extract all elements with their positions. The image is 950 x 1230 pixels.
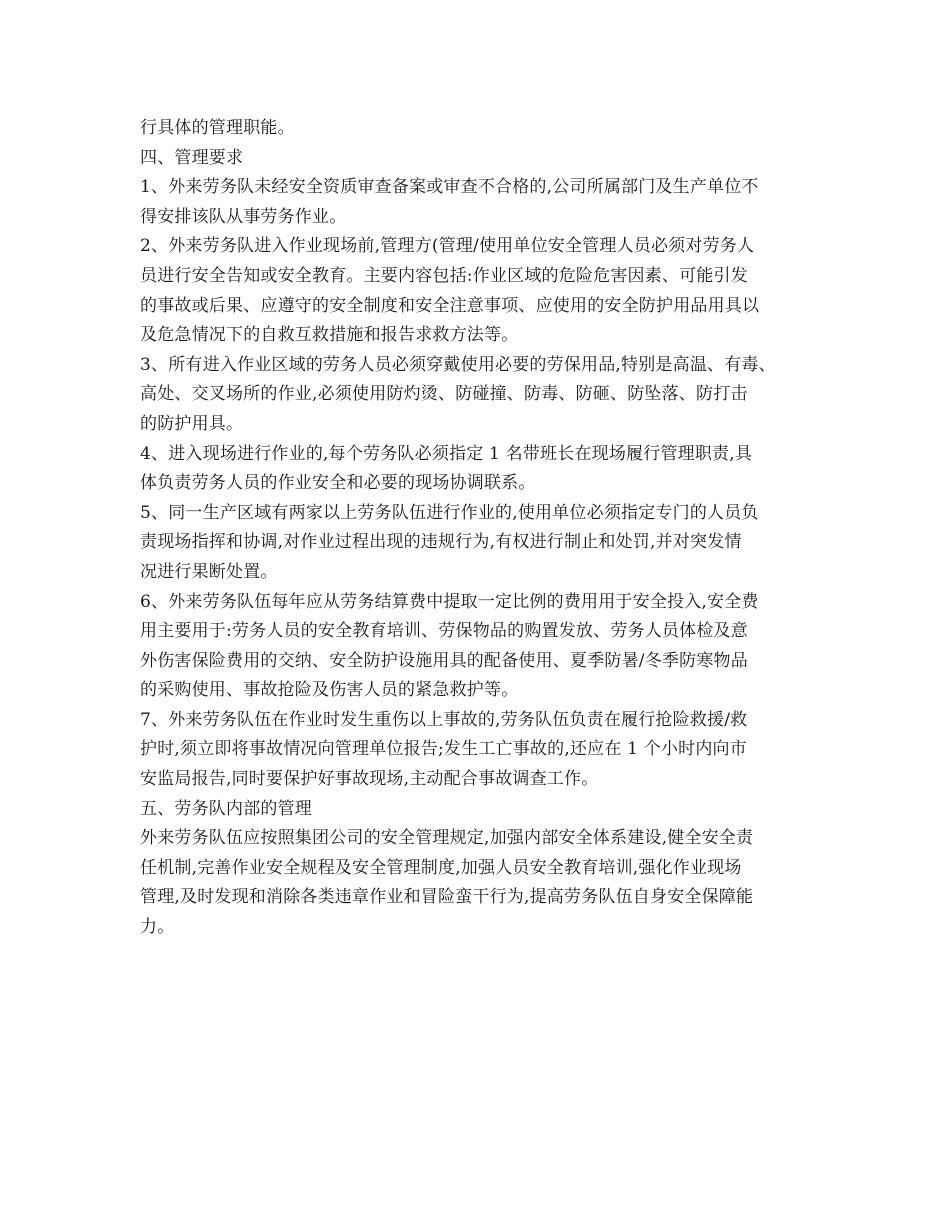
text-line: 安监局报告,同时要保护好事故现场,主动配合事故调查工作。 xyxy=(140,769,599,790)
text-line: 用主要用于:劳务人员的安全教育培训、劳保物品的购置发放、劳务人员体检及意 xyxy=(140,621,748,642)
text-line: 四、管理要求 xyxy=(140,147,244,168)
paragraph xyxy=(140,588,830,706)
text-line: 高处、交叉场所的作业,必须使用防灼烫、防碰撞、防毒、防砸、防坠落、防打击 xyxy=(140,384,748,405)
text-line: 五、劳务队内部的管理 xyxy=(140,798,312,819)
text-line: 员进行安全告知或安全教育。主要内容包括:作业区域的危险危害因素、可能引发 xyxy=(140,265,748,286)
text-line: 及危急情况下的自救互救措施和报告求救方法等。 xyxy=(140,325,519,346)
text-line: 4、进入现场进行作业的,每个劳务队必须指定 1 名带班长在现场履行管理职责,具 xyxy=(140,443,753,464)
paragraph xyxy=(140,351,830,440)
text-line: 护时,须立即将事故情况向管理单位报告;发生工亡事故的,还应在 1 个小时内向市 xyxy=(140,739,747,760)
text-line: 况进行果断处置。 xyxy=(140,561,278,582)
text-line: 管理,及时发现和消除各类违章作业和冒险蛮干行为,提高劳务队伍自身安全保障能 xyxy=(140,887,754,908)
text-line: 2、外来劳务队进入作业现场前,管理方(管理/使用单位安全管理人员必须对劳务人 xyxy=(140,236,755,257)
text-line: 行具体的管理职能。 xyxy=(140,118,295,138)
text-line: 外伤害保险费用的交纳、安全防护设施用具的配备使用、夏季防暑/冬季防寒物品 xyxy=(140,650,748,671)
paragraph xyxy=(140,824,830,942)
paragraph xyxy=(140,795,830,825)
text-line: 任机制,完善作业安全规程及安全管理制度,加强人员安全教育培训,强化作业现场 xyxy=(140,857,742,878)
text-line: 的防护用具。 xyxy=(140,413,244,434)
paragraph xyxy=(140,440,830,499)
document-body xyxy=(140,114,830,943)
text-line: 体负责劳务人员的作业安全和必要的现场协调联系。 xyxy=(140,473,536,494)
paragraph xyxy=(140,706,830,795)
paragraph xyxy=(140,173,830,232)
paragraph xyxy=(140,144,830,174)
text-line: 7、外来劳务队伍在作业时发生重伤以上事故的,劳务队伍负责在履行抢险救援/救 xyxy=(140,709,748,730)
text-line: 力。 xyxy=(140,917,175,938)
text-line: 的采购使用、事故抢险及伤害人员的紧急救护等。 xyxy=(140,680,519,701)
text-line: 5、同一生产区域有两家以上劳务队伍进行作业的,使用单位必须指定专门的人员负 xyxy=(140,502,759,523)
text-line: 得安排该队从事劳务作业。 xyxy=(140,206,347,227)
text-line: 6、外来劳务队伍每年应从劳务结算费中提取一定比例的费用用于安全投入,安全费 xyxy=(140,591,759,612)
text-line: 1、外来劳务队未经安全资质审查备案或审查不合格的,公司所属部门及生产单位不 xyxy=(140,177,759,198)
text-line: 的事故或后果、应遵守的安全制度和安全注意事项、应使用的安全防护用品用具以 xyxy=(140,295,760,316)
text-line: 3、所有进入作业区域的劳务人员必须穿戴使用必要的劳保用品,特别是高温、有毒、 xyxy=(140,354,776,375)
text-line: 责现场指挥和协调,对作业过程出现的违规行为,有权进行制止和处罚,并对突发情 xyxy=(140,532,742,553)
paragraph xyxy=(140,232,830,350)
paragraph xyxy=(140,114,830,144)
paragraph xyxy=(140,499,830,588)
text-line: 外来劳务队伍应按照集团公司的安全管理规定,加强内部安全体系建设,健全安全责 xyxy=(140,828,754,849)
